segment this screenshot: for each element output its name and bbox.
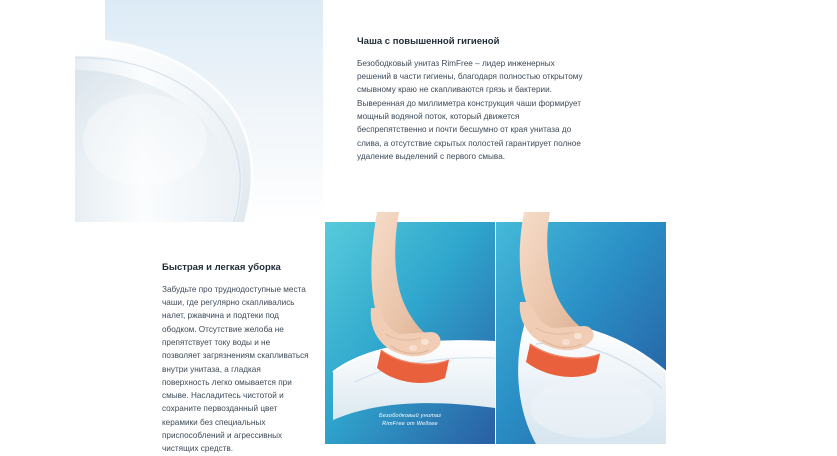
hand-wiping-rimless-toilet — [325, 222, 495, 444]
cleaning-heading: Быстрая и легкая уборка — [162, 262, 281, 273]
caption-right — [667, 412, 837, 429]
hygiene-text-block — [357, 36, 589, 163]
hygiene-paragraph: Безободковый унитаз RimFree – лидер инженерных решений в части гигиены, благодаря полностью открытому смывному краю не скапливаются грязь и бактерии. Выверенная до миллиметра конструкция чаши формирует мощный водяной поток, который движется беспрепятственно и почти бесшумно от края унитаза до слива, а отсутствие скрытых полостей гарантирует полное удаление выделений с первого смыва. — [357, 58, 583, 161]
caption-left-line1: Безободковый унитаз — [378, 412, 442, 419]
rimfree-toilet-bowl-photo — [105, 0, 323, 222]
caption-right-line1: Классический — [732, 412, 772, 419]
hygiene-heading: Чаша с повышенной гигиеной — [357, 36, 500, 47]
rimless-photo-illustration — [325, 222, 495, 444]
comparison-photo-panel — [325, 222, 778, 444]
cleaning-text-block — [162, 262, 310, 456]
photo-divider — [495, 222, 496, 444]
toilet-illustration — [105, 0, 323, 222]
caption-right-line2: унитаз с ободком — [726, 421, 778, 428]
hand-wiping-rimmed-toilet — [496, 222, 778, 444]
top-section — [0, 0, 666, 222]
cleaning-paragraph: Забудьте про труднодоступные места чаши, где регулярно скапливались налет, ржавчина и подтеки под ободком. Отсутствие желоба не препятствует току воды и не позволяет загрязнениям скапливаться внутри унитаза, а гладкая поверхность легко омывается при смыве. Насладитесь чистотой и сохраните первозданный цвет керамики без специальных приспособлений и агрессивных чистящих средств. — [162, 284, 309, 454]
caption-left — [325, 412, 495, 429]
rimmed-photo-illustration — [496, 222, 666, 444]
bottom-section — [0, 222, 778, 454]
caption-left-line2: RimFree от Wellsee — [382, 421, 438, 428]
